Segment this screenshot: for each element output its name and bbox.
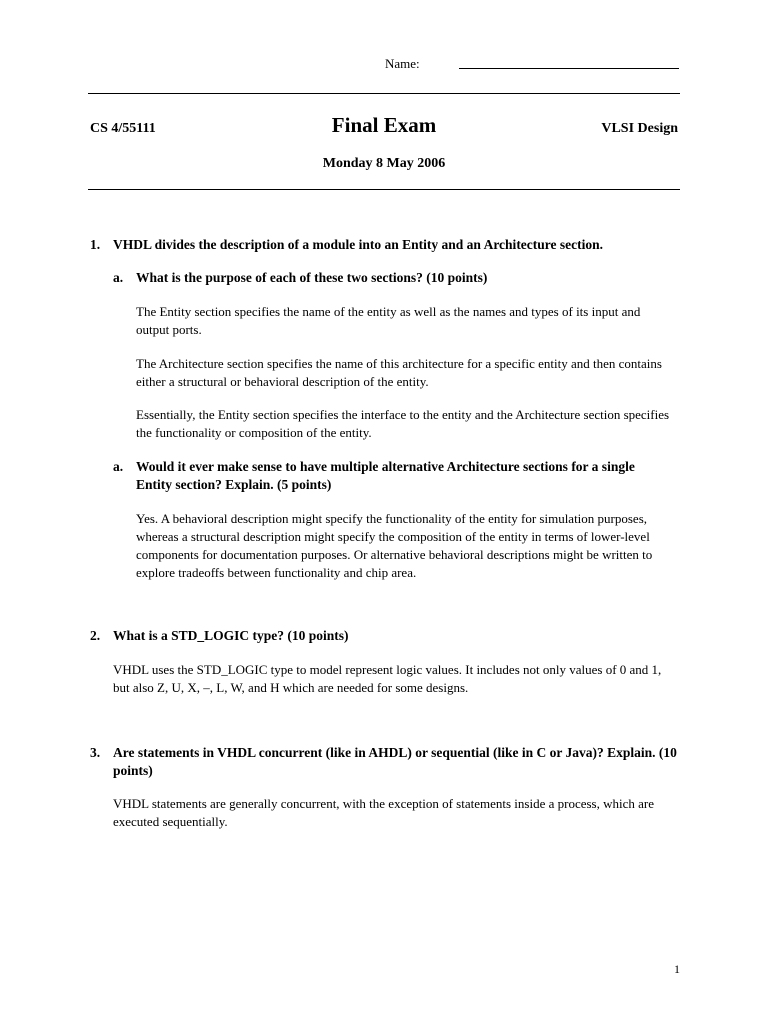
question-text: Are statements in VHDL concurrent (like in AHDL) or sequential (like in C or Java)? Explain. (10 points) bbox=[113, 745, 677, 778]
page-number: 1 bbox=[674, 962, 680, 976]
part-label: a. bbox=[113, 459, 124, 474]
answer-paragraph: The Entity section specifies the name of the entity as well as the names and types of its input and output ports. bbox=[136, 304, 641, 337]
answer-paragraph: Essentially, the Entity section specifies the interface to the entity and the Architecture section specifies the functionality or composition of the entity. bbox=[136, 407, 670, 440]
answer-paragraph: VHDL statements are generally concurrent, with the exception of statements inside a process, which are executed sequentially. bbox=[113, 796, 654, 829]
part-text: What is the purpose of each of these two sections? (10 points) bbox=[136, 270, 488, 285]
header-bottom-rule bbox=[88, 189, 680, 190]
question-text: What is a STD_LOGIC type? (10 points) bbox=[113, 628, 349, 643]
answer-paragraph: The Architecture section specifies the name of this architecture for a specific entity and then contains either a structural or behavioral description of the entity. bbox=[136, 356, 662, 389]
header-top-rule bbox=[88, 93, 680, 94]
part-label: a. bbox=[113, 270, 124, 285]
question-number: 1. bbox=[90, 237, 101, 252]
question-number: 2. bbox=[90, 628, 101, 643]
course-subject: VLSI Design bbox=[601, 121, 678, 136]
question-text: VHDL divides the description of a module into an Entity and an Architecture section. bbox=[113, 237, 604, 252]
name-label: Name: bbox=[385, 56, 420, 71]
name-blank-line bbox=[459, 68, 679, 69]
part-text: Would it ever make sense to have multiple alternative Architecture sections for a single Entity section? Explain. (5 points) bbox=[136, 459, 635, 492]
course-code: CS 4/55111 bbox=[90, 121, 156, 136]
answer-paragraph: Yes. A behavioral description might specify the functionality of the entity for simulation purposes, whereas a structural description might specify the composition of the entity in terms of lower-level components for documentation purposes. Or alternative behavioral descriptions might be written to explore tradeoffs between functionality and chip area. bbox=[136, 511, 653, 580]
exam-date: Monday 8 May 2006 bbox=[322, 156, 446, 171]
answer-paragraph: VHDL uses the STD_LOGIC type to model represent logic values. It includes not only values of 0 and 1, but also Z, U, X, –, L, W, and H which are needed for some designs. bbox=[113, 662, 662, 695]
exam-title: Final Exam bbox=[331, 113, 437, 137]
question-number: 3. bbox=[90, 745, 101, 760]
